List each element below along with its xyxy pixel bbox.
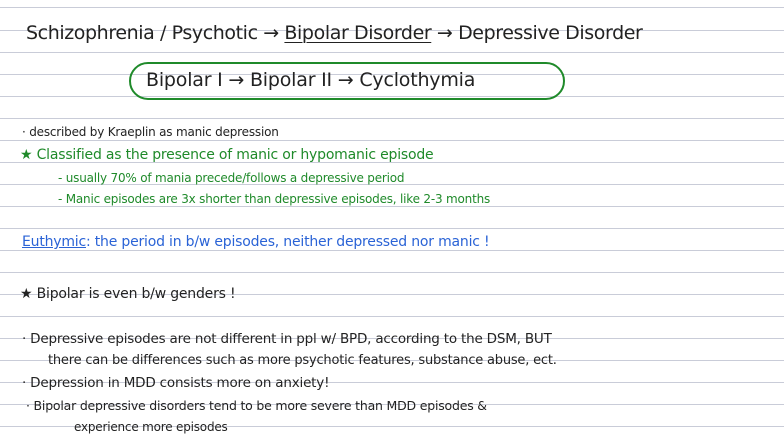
more-episodes-note: experience more episodes (74, 420, 228, 434)
euthymic-line (22, 234, 489, 250)
dsm-note-line1: · Depressive episodes are not different in ppl w/ BPD, according to the DSM, BUT (22, 331, 552, 347)
title-part-schizophrenia: Schizophrenia / Psychotic → (26, 22, 285, 44)
dsm-note-line2: there can be differences such as more psychotic features, substance abuse, ect. (48, 353, 557, 368)
title-line (26, 22, 642, 44)
kraepelin-note: · described by Kraeplin as manic depression (22, 125, 279, 139)
genders-note: ★ Bipolar is even b/w genders ! (20, 286, 236, 302)
mania-precedes-note: - usually 70% of mania precede/follows a depressive period (58, 171, 405, 185)
manic-shorter-note: - Manic episodes are 3x shorter than depressive episodes, like 2-3 months (58, 192, 491, 206)
title-bipolar-disorder: Bipolar Disorder (284, 22, 432, 44)
anxiety-note: · Depression in MDD consists more on anxiety! (22, 375, 330, 391)
classified-note: ★ Classified as the presence of manic or hypomanic episode (20, 147, 434, 163)
title-part-depressive: → Depressive Disorder (431, 22, 643, 44)
euthymic-definition: : the period in b/w episodes, neither depressed nor manic ! (86, 234, 490, 250)
euthymic-term: Euthymic (22, 234, 86, 250)
severity-note: · Bipolar depressive disorders tend to be more severe than MDD episodes & (26, 398, 487, 413)
bipolar-types-line: Bipolar I → Bipolar II → Cyclothymia (146, 69, 476, 91)
